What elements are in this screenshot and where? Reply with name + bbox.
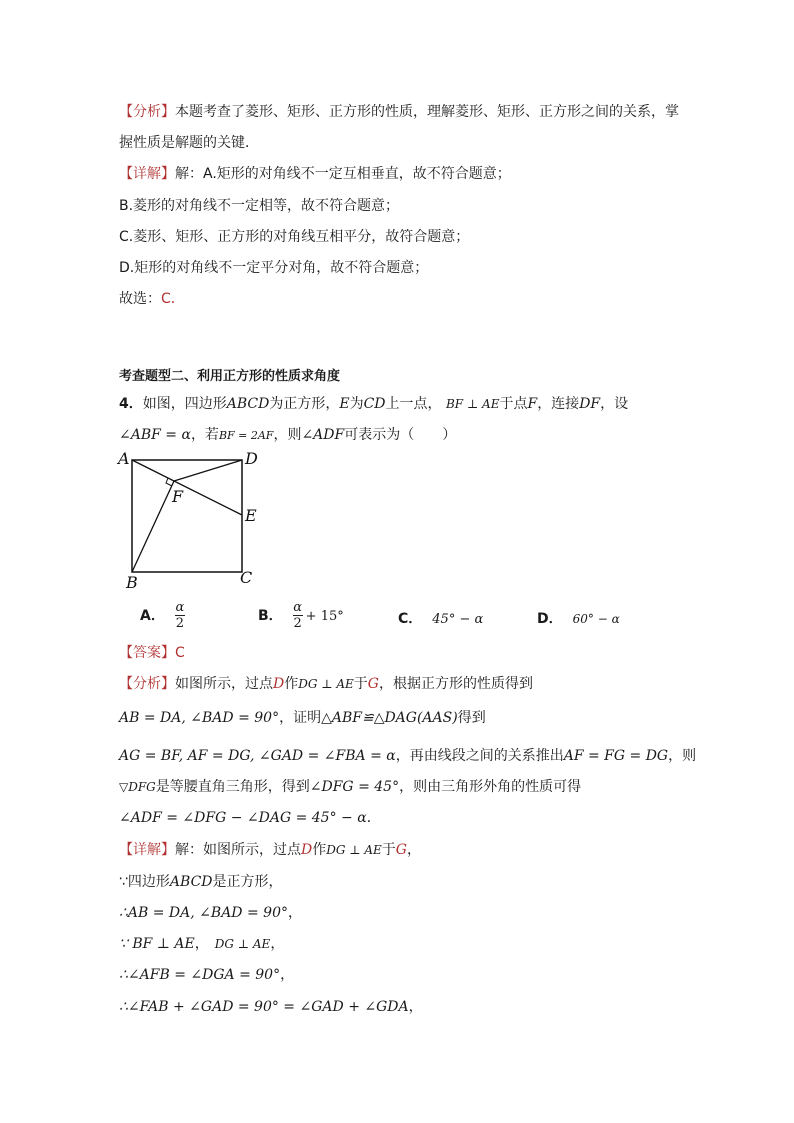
text: 于 <box>353 676 368 692</box>
analysis-line-2 <box>119 133 259 153</box>
text: ∵四边形 <box>119 874 170 890</box>
detail-option-c: C.菱形、矩形、正方形的对角线互相平分，故符合题意； <box>119 229 470 245</box>
math-af-fg-dg: AF = FG = DG <box>563 748 669 764</box>
math-e: E <box>339 396 350 412</box>
answer-value: C <box>175 645 185 661</box>
detail-line-a <box>119 164 511 184</box>
analysis2-line-3 <box>119 746 696 766</box>
detail2-line-5 <box>119 965 294 985</box>
text: 如图所示，过点 <box>175 676 273 692</box>
text: 是等腰直角三角形，得到 <box>155 779 310 795</box>
math-ab-da: AB = DA, ∠BAD = 90° <box>119 710 280 726</box>
choice-prefix: 故选： <box>119 291 161 307</box>
math-angle-sum: ∴∠FAB + ∠GAD = 90° = ∠GAD + ∠GDA <box>119 999 409 1015</box>
analysis-text: 本题考查了菱形、矩形、正方形的性质，理解菱形、矩形、正方形之间的关系，掌 <box>175 104 679 120</box>
geometry-figure <box>110 445 270 595</box>
detail2-line-1 <box>119 840 421 860</box>
text: ，再由线段之间的关系推出 <box>395 748 564 764</box>
label-b: B <box>126 573 138 592</box>
analysis2-line-4 <box>119 777 581 797</box>
analysis2-tag: 【分析】 <box>119 676 175 692</box>
math-bf-perp-ae: ∵ BF ⊥ AE <box>119 936 195 952</box>
math-angle-abf: ∠ABF = α <box>119 427 191 443</box>
text: ，证明 <box>279 710 322 726</box>
math-abcd: ABCD <box>226 396 270 412</box>
option-b-fraction <box>293 600 303 631</box>
text: ． <box>366 810 381 826</box>
detail-tag: 【详解】 <box>119 166 175 182</box>
text: ， <box>406 842 421 858</box>
math-right-angles: ∴∠AFB = ∠DGA = 90° <box>119 967 281 983</box>
math-g: G <box>367 676 379 692</box>
problem-line-1 <box>119 394 628 414</box>
text: ， <box>194 936 209 952</box>
problem-text: 为正方形， <box>269 396 340 412</box>
option-c <box>398 608 483 628</box>
math-dg-perp-ae: DG ⊥ AE <box>326 843 382 857</box>
math-angle-adf-result: ∠ADF = ∠DFG − ∠DAG = 45° − α <box>119 810 367 826</box>
answer-tag: 【答案】 <box>119 645 175 661</box>
math-f: F <box>527 396 538 412</box>
detail-option-d: D.矩形的对角线不一定平分对角，故不符合题意； <box>119 260 429 276</box>
label-d: D <box>245 449 258 468</box>
math-g: G <box>395 842 407 858</box>
math-cd: CD <box>363 396 386 412</box>
text: ， <box>270 936 285 952</box>
detail2-tag: 【详解】 <box>119 842 175 858</box>
problem-text: ，若 <box>190 427 219 443</box>
text: 得到 <box>457 710 486 726</box>
text: 解：如图所示，过点 <box>175 842 301 858</box>
option-b <box>258 600 344 631</box>
analysis-tag: 【分析】 <box>119 104 175 120</box>
problem-text: 上一点， <box>385 396 442 412</box>
detail-line-d <box>119 258 428 278</box>
option-c-label: C． <box>398 611 423 627</box>
text: ， <box>408 999 423 1015</box>
detail-line-c <box>119 227 469 247</box>
option-c-text: 45° − α <box>432 612 484 627</box>
analysis-line-1 <box>119 102 679 122</box>
detail-line-b <box>119 196 399 216</box>
math-congruence: △ABF≌△DAG(AAS) <box>321 710 458 726</box>
problem-text: 于点 <box>499 396 528 412</box>
text: ，则 <box>668 748 697 764</box>
text: ， <box>280 967 295 983</box>
math-dg-perp-ae: DG ⊥ AE <box>214 937 271 951</box>
problem-text: 可表示为（ ） <box>344 427 457 443</box>
detail2-line-2 <box>119 872 283 892</box>
answer-line <box>119 643 185 663</box>
math-ag-bf: AG = BF, AF = DG, ∠GAD = ∠FBA = α <box>119 748 396 764</box>
label-f: F <box>172 487 184 506</box>
detail2-line-6 <box>119 997 423 1017</box>
option-d-label: D． <box>537 611 563 627</box>
math-bf-2af: BF = 2AF <box>218 429 274 442</box>
text: ，则由三角形外角的性质可得 <box>399 779 582 795</box>
segment-ae <box>132 460 242 515</box>
detail-option-a: 解：A.矩形的对角线不一定互相垂直，故不符合题意； <box>175 166 511 182</box>
problem-line-2 <box>119 425 456 446</box>
math-bf-perp-ae: BF ⊥ AE <box>445 397 500 411</box>
section-title: 考查题型二、利用正方形的性质求角度 <box>119 369 341 384</box>
option-d-text: 60° − α <box>572 612 620 626</box>
segment-df <box>174 460 242 481</box>
detail-choice-line <box>119 289 185 309</box>
label-c: C <box>240 568 253 587</box>
analysis2-line-2 <box>119 708 486 728</box>
problem-text: 为 <box>349 396 364 412</box>
option-a-fraction <box>175 600 185 631</box>
text: 作 <box>284 676 299 692</box>
math-angle-dfg: ∠DFG = 45° <box>309 779 400 795</box>
detail2-line-4 <box>119 934 284 954</box>
frac-den: 2 <box>175 616 184 631</box>
problem-text: ，连接 <box>537 396 580 412</box>
text: 于 <box>381 842 396 858</box>
problem-number: 4． <box>119 396 143 412</box>
math-angle-adf: ∠ADF <box>301 427 345 443</box>
math-abcd: ABCD <box>169 874 213 890</box>
math-d: D <box>301 842 313 858</box>
math-df: DF <box>579 396 601 412</box>
text: 是正方形， <box>212 874 283 890</box>
choice-value: C． <box>161 291 185 307</box>
analysis-text-cont: 握性质是解题的关键． <box>119 135 259 151</box>
detail2-line-3 <box>119 903 302 923</box>
detail-option-b: B.菱形的对角线不一定相等，故不符合题意； <box>119 198 400 214</box>
option-b-tail: + 15° <box>305 608 344 624</box>
option-a <box>140 600 185 631</box>
analysis2-line-5 <box>119 808 381 828</box>
segment-bf <box>132 481 174 572</box>
text: ，根据正方形的性质得到 <box>378 676 533 692</box>
text: 作 <box>312 842 327 858</box>
math-triangle-dfg: ▽DFG <box>119 780 156 794</box>
option-b-label: B． <box>258 607 283 624</box>
label-e: E <box>245 506 257 525</box>
problem-text: ，则 <box>273 427 302 443</box>
option-a-label: A． <box>140 607 165 624</box>
frac-num: α <box>293 600 303 615</box>
option-d <box>537 608 620 628</box>
problem-text: 如图，四边形 <box>142 396 227 412</box>
math-dg-perp-ae: DG ⊥ AE <box>298 677 354 691</box>
problem-text: ，设 <box>600 396 629 412</box>
analysis2-line-1 <box>119 674 533 694</box>
frac-den: 2 <box>293 616 302 631</box>
label-a: A <box>118 449 130 468</box>
math-ab-da: ∴AB = DA, ∠BAD = 90° <box>119 905 288 921</box>
math-d: D <box>273 676 285 692</box>
text: ， <box>287 905 302 921</box>
frac-num: α <box>175 600 185 615</box>
